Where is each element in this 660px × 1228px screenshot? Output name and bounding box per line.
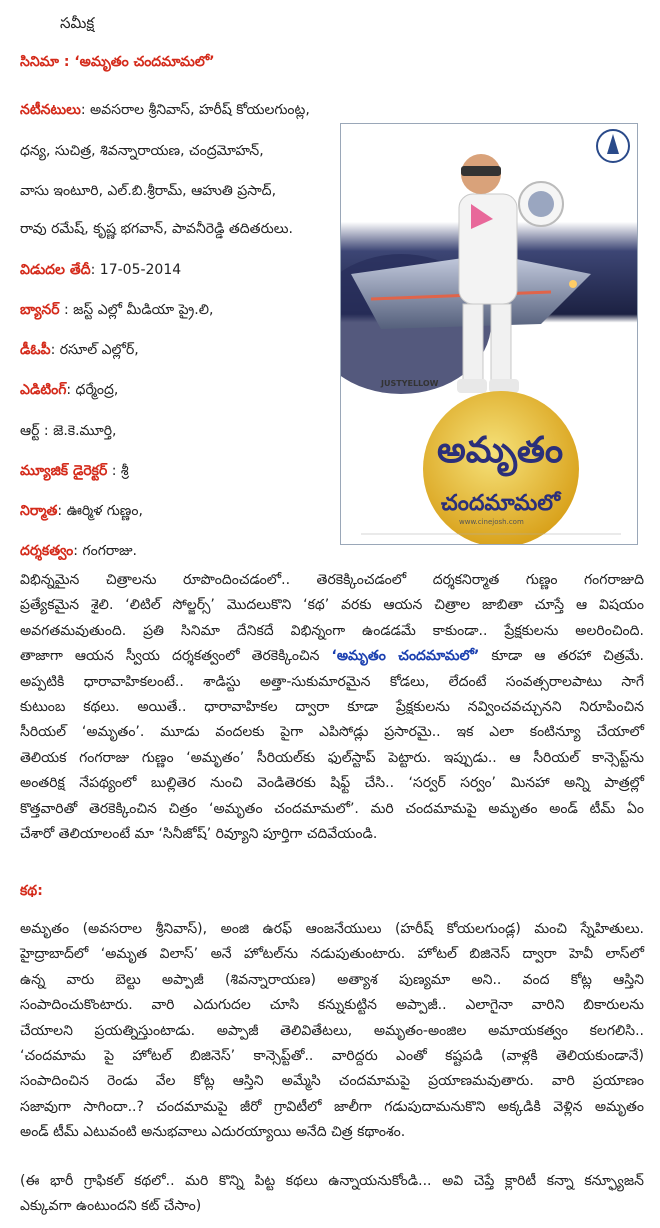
intro-line: కుటుంబ కథలు. అయితే.. ధారావాహికల ద్వారా కూడా ప్రేక్షకులను నవ్వించవచ్చునని నిరూపించిన <box>20 699 644 716</box>
story-heading: కథ: <box>20 883 43 899</box>
credit-label: నిర్మాత <box>20 503 58 519</box>
credit-value: : ‘అమృతం చందమామలో’ <box>58 54 215 70</box>
movie-poster <box>340 123 638 545</box>
intro-line: అవగతమవుతుంది. ప్రతి సినిమా దేనికదే విభిన్నంగా ఉండడమే కాకుండా.. ప్రేక్షకులను అలరించింది. <box>20 622 644 639</box>
intro-line: తెలియక గంగరాజు గుణ్ణం ‘అమృతం’ సీరియల్‌కు ఫుల్‌స్టాప్ పెట్టారు. ఇప్పుడు.. ఆ సీరియల్ కాన్సెప్ట్‌ను <box>20 749 644 766</box>
story-line: ‘చందమామ పై హోటల్ బిజినెస్’ కాన్సెప్ట్‌తో.. వారిద్దరు ఎంతో కష్టపడి (వాళ్లకి తెలియకుండానే) <box>20 1048 644 1065</box>
credit-label: మ్యూజిక్ డైరెక్టర్ <box>20 463 108 479</box>
intro-line: విభిన్నమైన చిత్రాలను రూపొందించడంలో.. తెరకెక్కించడంలో దర్శకనిర్మాత గుణ్ణం గంగరాజుది <box>20 572 644 588</box>
credit-line <box>20 501 143 521</box>
credit-value: : శ్రీ <box>107 463 129 479</box>
credit-value: : అవసరాల శ్రీనివాస్, హరీష్ కోయలగుంట్ల, <box>80 102 310 118</box>
note-line: (ఈ భారీ గ్రాఫికల్ కథలో.. మరి కొన్ని పిట్ట కథలు ఉన్నాయనుకోండి... అవి చెప్తే క్లారిటీ కన్నా కన్ఫ్యూజన్ <box>20 1173 644 1189</box>
credit-line <box>20 300 213 320</box>
astronaut-body <box>459 194 517 304</box>
poster-art <box>341 124 637 544</box>
intro-line: సీరియల్ ‘అమృతం’. మూడు వందలకు పైగా ఎపిసోడ్లు ప్రసారమై.. ఇక ఎలా కంటిన్యూ చేయాలో <box>20 724 644 741</box>
poster-logo-text: JUSTYELLOW <box>381 379 439 388</box>
credit-label: విడుదల తేదీ <box>20 262 91 278</box>
story-line: అండ్ టీమ్ ఎటువంటి అనుభవాలు ఎదురయ్యాయి అనేది చిత్ర కథాంశం. <box>20 1124 406 1141</box>
story-line: హైద్రాబాద్‌లో ‘అమృత విలాస్’ అనే హోటల్‌ను నడుపుతుంటారు. హోటల్ బిజినెస్ ద్వారా హెవీ లాస్‌లో <box>20 946 644 963</box>
highlighted-title: ‘అమృతం చందమామలో’ <box>331 648 480 665</box>
note-paragraph <box>20 1169 644 1220</box>
intro-line: చేశారో తెలియాలంటే మా ‘సినీజోష్’ రివ్యూని పూర్తిగా చదివేయండి. <box>20 826 378 843</box>
credit-line <box>20 100 310 120</box>
credit-line <box>20 340 139 360</box>
credit-value: ఆర్ట్ : జె.కె.మూర్తి, <box>20 423 117 439</box>
story-paragraph <box>20 917 644 1146</box>
credit-line <box>20 461 129 481</box>
credit-value: ధన్య, సుచిత్ర, శివన్నారాయణ, చంద్రమోహన్, <box>20 143 264 159</box>
intro-line: ప్రత్యేకమైన శైలి. ‘లిటిల్ సోల్జర్స్’ మొదలుకొని ‘కథ’ వరకు ఆయన చిత్రాల జాబితా చూస్తే ఆ విషయం <box>20 597 644 614</box>
credit-value: రావు రమేష్, కృష్ణ భగవాన్, పావనీరెడ్డి తదితరులు. <box>20 221 293 237</box>
story-line: సంపాదించుకొంటారు. వారి ఎదుగుదల చూసి కన్నుకుట్టిన అప్పాజీ.. ఎలాగైనా వారిని బికారులను <box>20 997 644 1014</box>
story-line: సజావుగా సాగిందా..? చందమామపై జీరో గ్రావిటీలో జాలీగా గడుపుదామనుకొని అక్కడికి వెళ్లిన అమృతం <box>20 1098 644 1115</box>
credit-label: సినిమా <box>20 54 59 70</box>
credit-line <box>20 52 215 72</box>
credit-value: : గంగరాజు. <box>73 543 137 559</box>
credit-label: బ్యానర్ <box>20 302 60 318</box>
poster-subtitle: చందమామలో <box>441 491 560 516</box>
story-line: ఉన్న వారు బెల్టు అప్పాజీ (శివన్నారాయణ) అత్యాశ పుణ్యమా అని.. వంద కోట్ల ఆస్తిని <box>20 971 644 988</box>
credit-line <box>20 541 137 561</box>
credit-line <box>20 380 118 400</box>
credit-value: : 17-05-2014 <box>90 262 182 278</box>
intro-line <box>20 644 644 669</box>
intro-paragraph <box>20 568 644 847</box>
story-line: అమృతం (అవసరాల శ్రీనివాస్), అంజి ఉరఫ్ ఆంజనేయులు (హరీష్ కోయలగుండ్ల) మంచి స్నేహితులు. <box>20 921 644 937</box>
credit-line <box>20 421 116 441</box>
credit-line <box>20 141 264 161</box>
poster-website: www.cinejosh.com <box>459 518 524 526</box>
text-segment: కూడా ఆ తరహా చిత్రమే. <box>479 648 645 665</box>
poster-title: అమృతం <box>437 430 564 471</box>
credit-value: : జస్ట్ ఎల్లో మీడియా ప్రై.లి, <box>59 302 214 318</box>
credit-value: : ధర్మేంద్ర, <box>66 382 119 398</box>
intro-line: కొత్తవారితో తెరకెక్కించిన చిత్రం ‘అమృతం చందమామలో’. మరి చందమామపై అమృతం అండ్ టీమ్ ఏం <box>20 800 644 817</box>
intro-line: అప్పటికి ధారావాహికలంటే.. శాడిస్టు అత్తా-సుకుమారమైన కోడలు, లేదంటే సంవత్సరాలపాటు సాగే <box>20 673 644 690</box>
credit-value: : రసూల్ ఎల్లోర్, <box>50 342 139 358</box>
page-heading: సమీక్ష <box>60 14 95 32</box>
note-line: ఎక్కువగా ఉంటుందని కట్ చేసాం) <box>20 1198 202 1215</box>
text-segment: తాజాగా ఆయన స్వీయ దర్శకత్వంలో తెరకెక్కించిన <box>20 648 332 665</box>
credit-line <box>20 260 181 280</box>
credit-value: : ఊర్మిళ గుణ్ణం, <box>57 503 143 519</box>
credit-line <box>20 181 276 201</box>
credit-label: దర్శకత్వం <box>20 543 74 559</box>
story-line: సంపాదించిన రెండు వేల కోట్ల ఆస్తిని అమ్మేసి చందమామపై ప్రయాణమవుతారు. వారి ప్రయాణం <box>20 1073 644 1090</box>
credit-label: డీఓపీ <box>20 342 51 358</box>
credit-label: నటీనటులు <box>20 102 81 118</box>
credit-line <box>20 219 293 239</box>
intro-line: అంతరిక్ష నేపథ్యంలో బుల్లితెర నుంచి వెండితెరకు షిఫ్ట్ చేసి.. ‘సర్వర్ సర్వం’ మినహా అన్ని పాత్రల్లో <box>20 775 644 792</box>
story-line: చేయాలని ప్రయత్నిస్తుంటాడు. అప్పాజీ తెలివితేటలు, అమృతం-అంజిల అమాయకత్వం కలగలిసి.. <box>20 1022 644 1039</box>
credit-value: వాసు ఇంటూరి, ఎల్.బి.శ్రీరామ్, ఆహుతి ప్రసాద్, <box>20 183 277 199</box>
credit-label: ఎడిటింగ్ <box>20 382 67 398</box>
